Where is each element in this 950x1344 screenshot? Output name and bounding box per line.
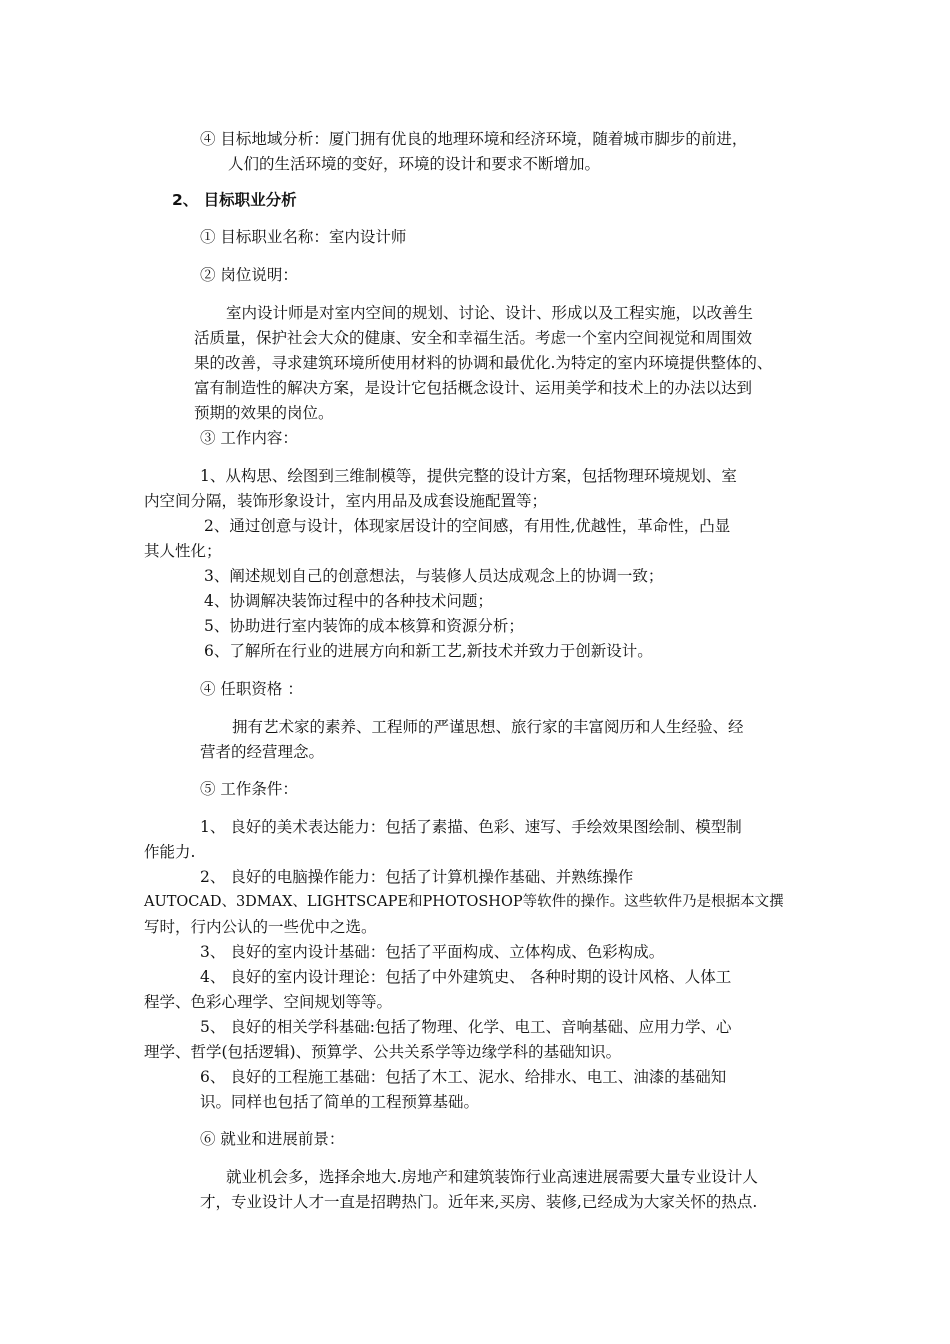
paragraph-line: 2、通过创意与设计，体现家居设计的空间感，有用性,优越性，革命性，凸显 [204,517,731,535]
paragraph-line: 程学、色彩心理学、空间规划等等。 [144,993,393,1011]
paragraph-line: 6、 良好的工程施工基础：包括了木工、泥水、给排水、电工、油漆的基础知 [200,1068,727,1086]
paragraph-line: 5、协助进行室内装饰的成本核算和资源分析； [204,617,524,635]
paragraph-line: 富有制造性的解决方案，是设计它包括概念设计、运用美学和技术上的办法以达到 [194,379,753,397]
paragraph-line: 4、 良好的室内设计理论：包括了中外建筑史、 各种时期的设计风格、人体工 [200,968,732,986]
paragraph-line: 写时，行内公认的一些优中之选。 [144,918,377,936]
paragraph-line: 果的改善，寻求建筑环境所使用材料的协调和最优化.为特定的室内环境提供整体的、 [194,354,773,372]
paragraph-line: 3、 良好的室内设计基础：包括了平面构成、立体构成、色彩构成。 [200,943,665,961]
paragraph-line: 其人性化； [144,542,222,560]
list-item: ⑤ 工作条件： [200,780,298,798]
list-item: ① 目标职业名称：室内设计师 [200,228,407,246]
paragraph-line: 识。同样也包括了简单的工程预算基础。 [200,1093,480,1111]
paragraph-line: 才，专业设计人才一直是招聘热门。近年来,买房、装修,已经成为大家关怀的热点. [200,1193,758,1211]
paragraph-line: 5、 良好的相关学科基础:包括了物理、化学、电工、音响基础、应用力学、心 [200,1018,732,1036]
paragraph-line: 6、了解所在行业的进展方向和新工艺,新技术并致力于创新设计。 [204,642,653,660]
paragraph-line: 3、阐述规划自己的创意想法，与装修人员达成观念上的协调一致； [204,567,664,585]
paragraph-line: 4、协调解决装饰过程中的各种技术问题； [204,592,493,610]
paragraph-line: 预期的效果的岗位。 [194,404,334,422]
list-item: ④ 任职资格 ： [200,680,303,698]
paragraph-line: 拥有艺术家的素养、工程师的严谨思想、旅行家的丰富阅历和人生经验、经 [232,718,744,736]
paragraph-line: 活质量，保护社会大众的健康、安全和幸福生活。考虑一个室内空间视觉和周围效 [194,329,753,347]
paragraph-line: 室内设计师是对室内空间的规划、讨论、设计、形成以及工程实施，以改善生 [226,304,754,322]
paragraph-line: ④ 目标地域分析：厦门拥有优良的地理环境和经济环境，随着城市脚步的前进， [200,130,748,148]
paragraph-line: 内空间分隔，装饰形象设计，室内用品及成套设施配置等； [144,492,548,510]
paragraph-line: 就业机会多，选择余地大.房地产和建筑装饰行业高速进展需要大量专业设计人 [226,1168,758,1186]
section-heading: 2、 目标职业分析 [172,191,297,209]
paragraph-line: 作能力. [144,843,196,861]
paragraph-line: 营者的经营理念。 [200,743,325,761]
paragraph-line: 2、 良好的电脑操作能力：包括了计算机操作基础、并熟练操作 [200,868,634,886]
paragraph-line: 1、从构思、绘图到三维制模等，提供完整的设计方案，包括物理环境规划、室 [200,467,737,485]
paragraph-line: AUTOCAD、3DMAX、LIGHTSCAPE和PHOTOSHOP等软件的操作。这些软件乃是根据本文撰 [144,894,784,910]
paragraph-line: 人们的生活环境的变好，环境的设计和要求不断增加。 [228,155,601,173]
paragraph-line: 理学、哲学(包括逻辑)、预算学、公共关系学等边缘学科的基础知识。 [144,1043,622,1061]
paragraph-line: 1、 良好的美术表达能力：包括了素描、色彩、速写、手绘效果图绘制、模型制 [200,818,742,836]
list-item: ② 岗位说明： [200,266,298,284]
list-item: ③ 工作内容： [200,429,298,447]
list-item: ⑥ 就业和进展前景： [200,1130,345,1148]
